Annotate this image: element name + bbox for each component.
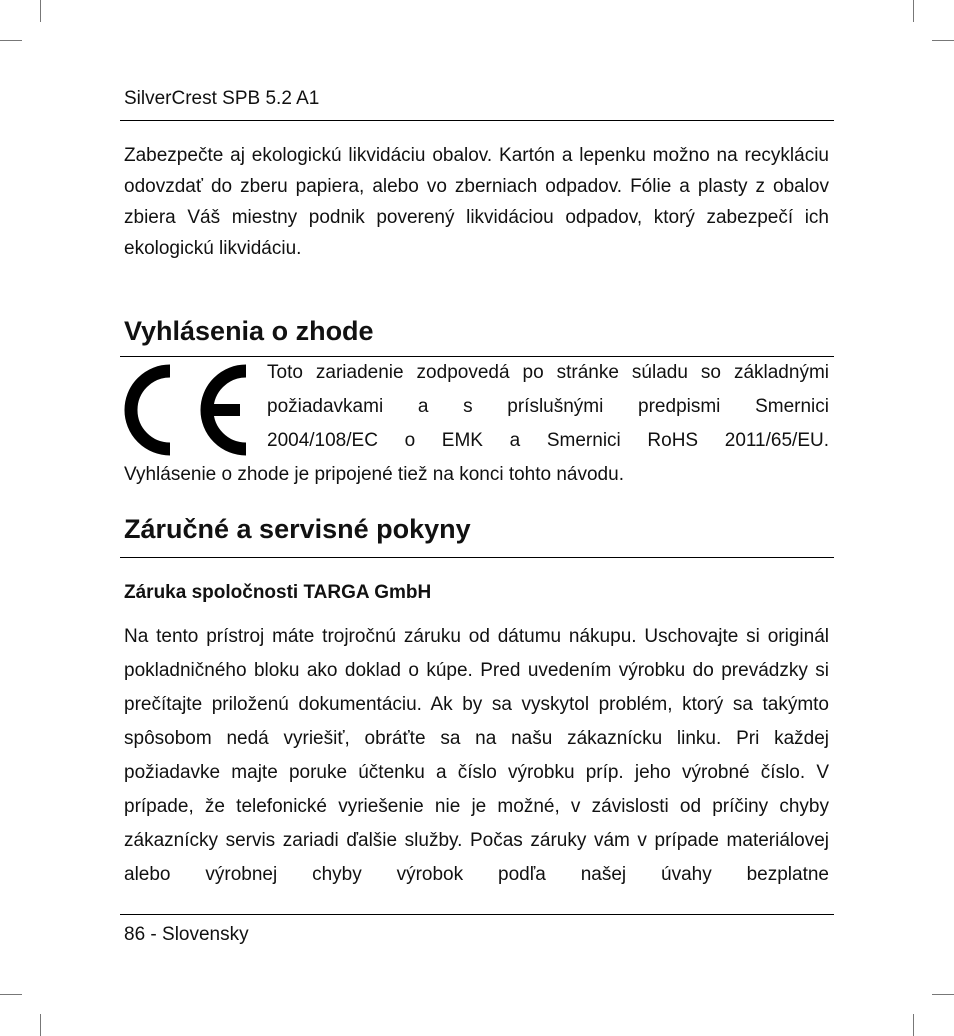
crop-mark [0, 994, 22, 995]
running-header: SilverCrest SPB 5.2 A1 [124, 88, 320, 109]
ce-mark-logo [120, 362, 250, 463]
crop-mark [40, 0, 41, 22]
crop-mark [0, 40, 22, 41]
subheading-warranty-targa: Záruka spoločnosti TARGA GmbH [124, 582, 432, 603]
disposal-paragraph: Zabezpečte aj ekologickú likvidáciu obalov. Kartón a lepenku možno na recykláciu odovzdať do zberu papiera, alebo vo zberniach odpadov. Fólie a plasty z obalov zbiera Váš miestny podnik poverený likvidáciou odpadov, ktorý zabezpečí ich ekologickú likvidáciu. [124, 145, 829, 259]
page-number: 86 - Slovensky [124, 924, 249, 945]
crop-mark [932, 994, 954, 995]
crop-mark [913, 1014, 914, 1036]
crop-mark [40, 1014, 41, 1036]
crop-mark [913, 0, 914, 22]
header-rule [120, 120, 834, 121]
section-heading-warranty: Záručné a servisné pokyny [124, 514, 471, 544]
section-rule [120, 557, 834, 558]
footer-rule [120, 914, 834, 915]
conformity-statement [267, 356, 829, 458]
conformity-line: 2004/108/EC o EMK a Smernici RoHS 2011/65/EU. [267, 430, 829, 451]
conformity-line: požiadavkami a s príslušnými predpismi Smernici [267, 396, 829, 417]
conformity-line: Toto zariadenie zodpovedá po stránke súladu so základnými [267, 362, 829, 383]
conformity-tail: Vyhlásenie o zhode je pripojené tiež na konci tohto návodu. [124, 464, 624, 485]
crop-mark [932, 40, 954, 41]
section-heading-conformity: Vyhlásenia o zhode [124, 316, 374, 346]
warranty-paragraph: Na tento prístroj máte trojročnú záruku od dátumu nákupu. Uschovajte si originál pokladničného bloku ako doklad o kúpe. Pred uvedením výrobku do prevádzky si prečítajte priloženú dokumentáciu. Ak by sa vyskytol problém, ktorý sa takýmto spôsobom nedá vyriešiť, obráťte sa na našu zákaznícku linku. Pri každej požiadavke majte poruke účtenku a číslo výrobku príp. jeho výrobné číslo. V prípade, že telefonické vyriešenie nie je možné, v závislosti od príčiny chyby zákaznícky servis zariadi ďalšie služby. Počas záruky vám v prípade materiálovej alebo výrobnej chyby výrobok podľa našej úvahy bezplatne [124, 626, 829, 885]
